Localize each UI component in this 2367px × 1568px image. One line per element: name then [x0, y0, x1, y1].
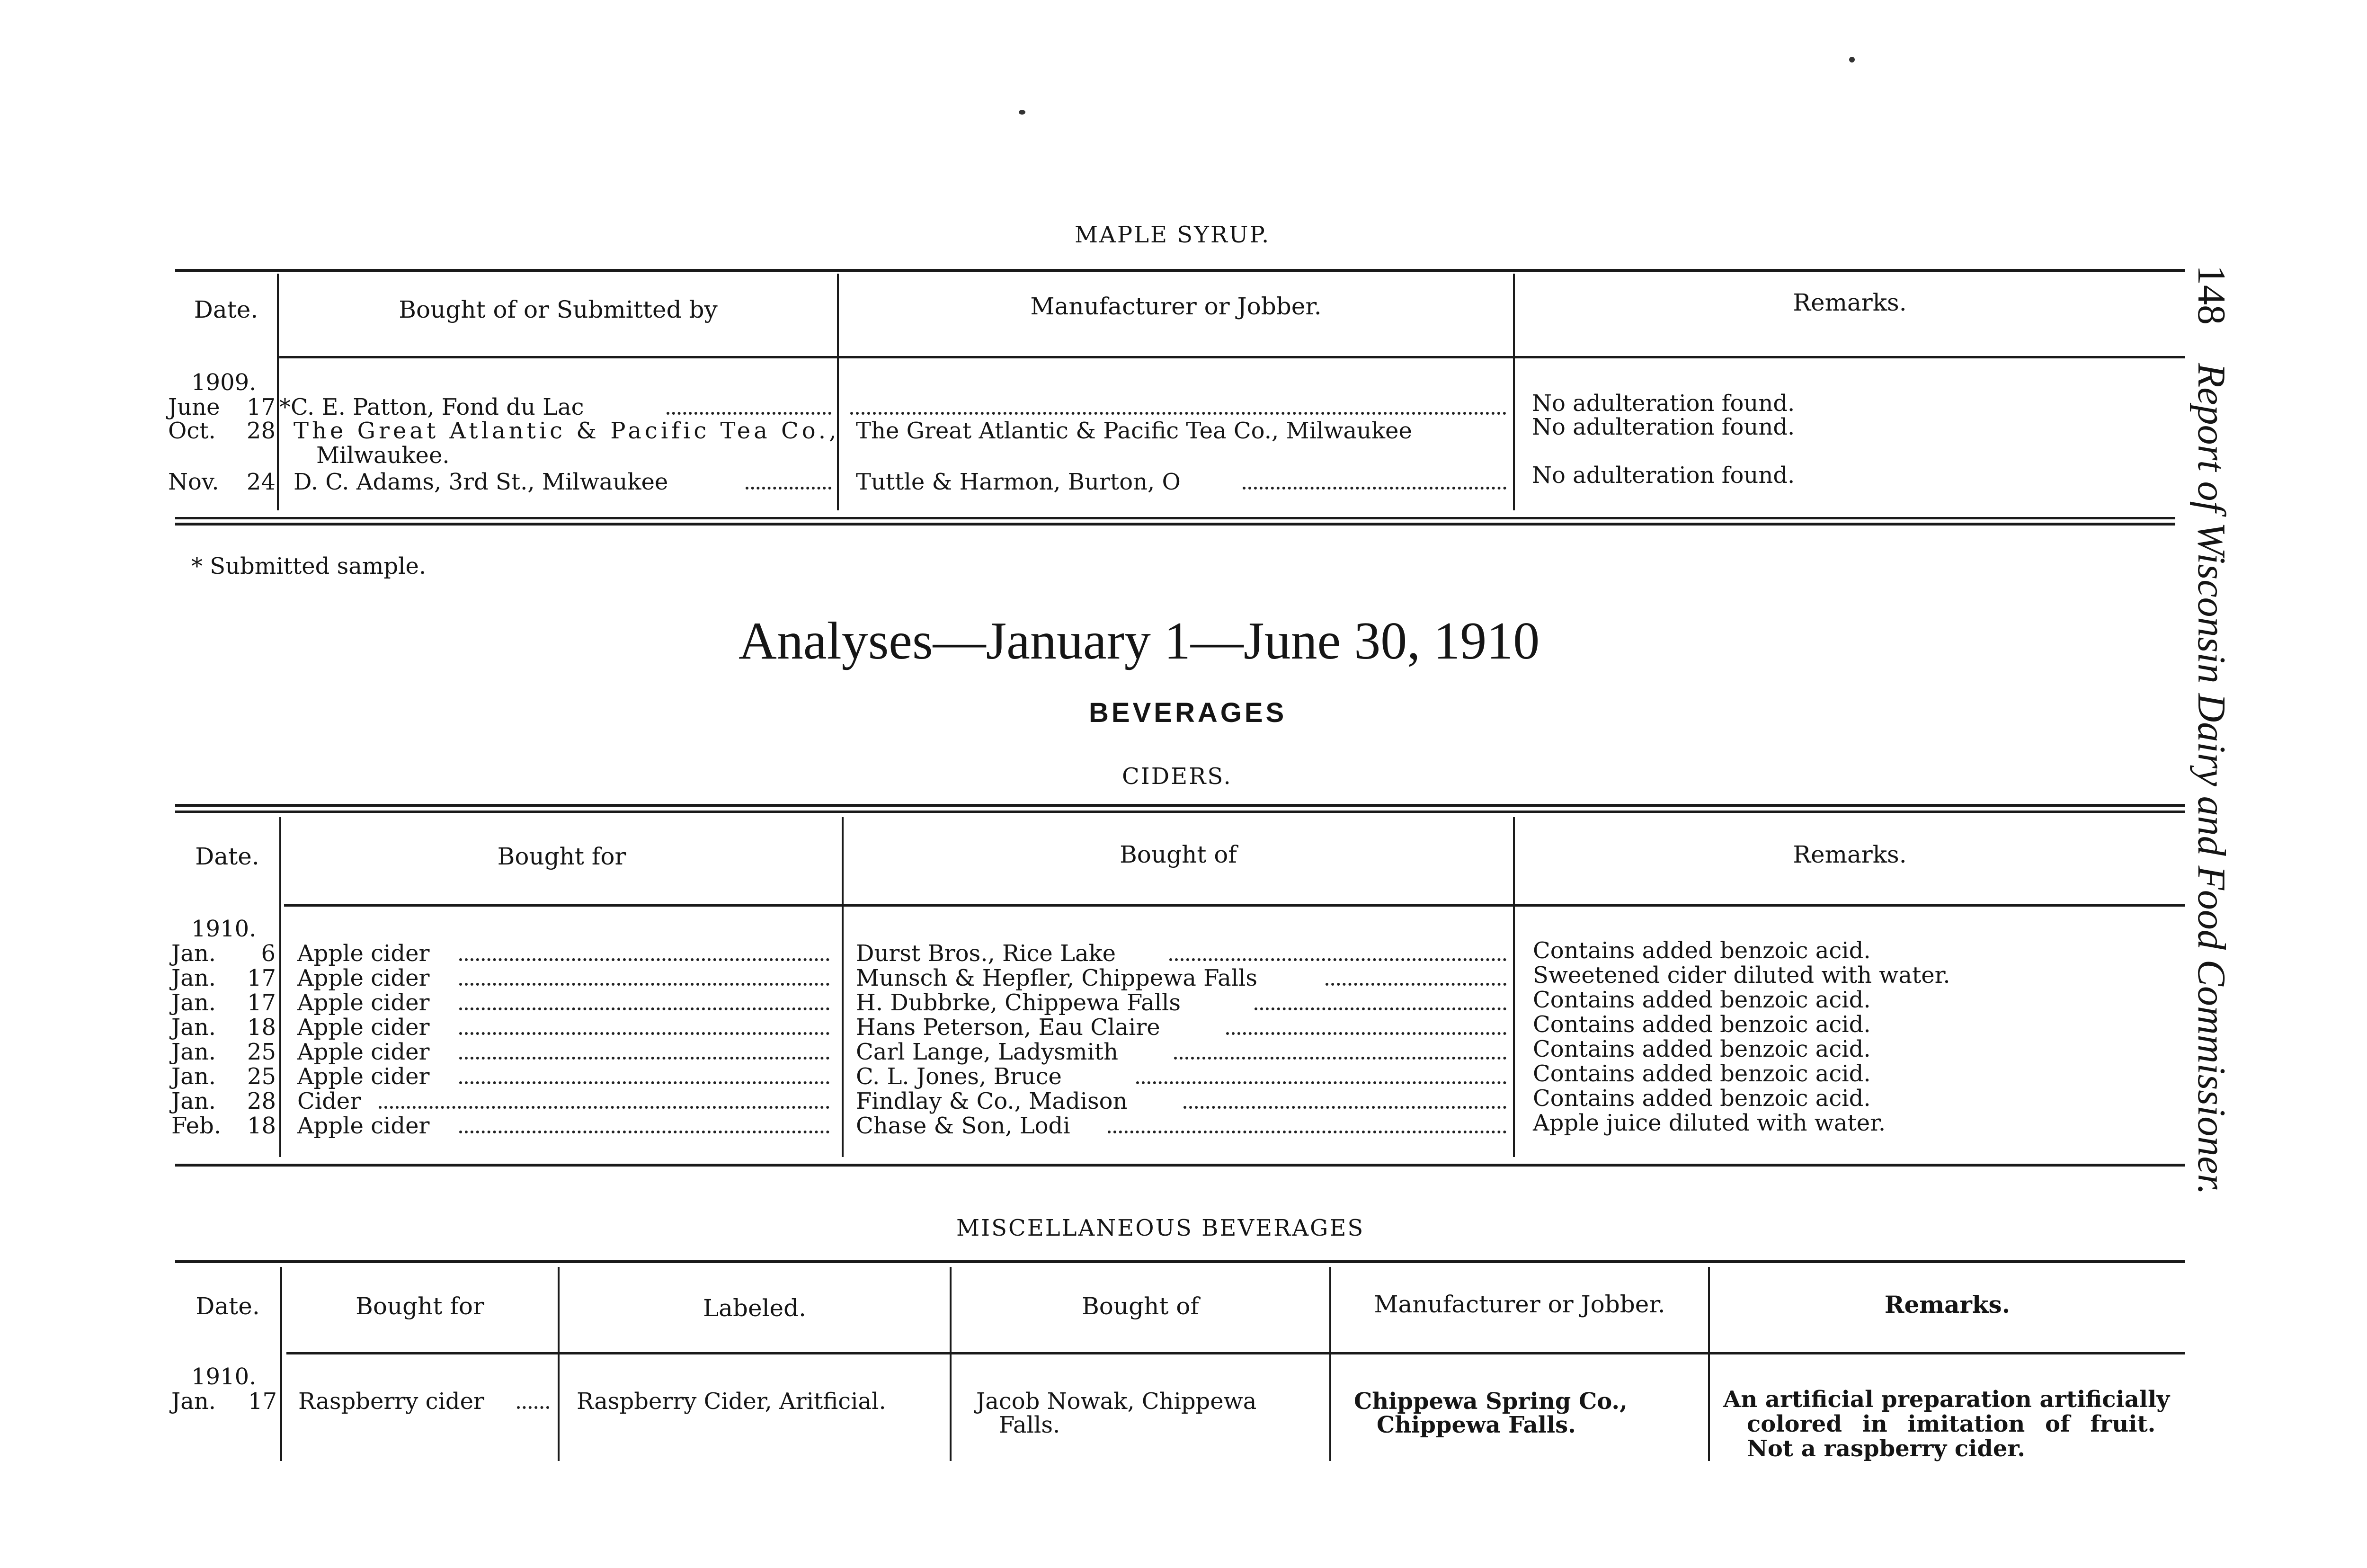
leader-dots: [850, 412, 1506, 415]
row-month: Feb.: [171, 1113, 222, 1139]
row-manufacturer: Tuttle & Harmon, Burton, O: [856, 469, 1181, 495]
top-rule-2: [175, 811, 2185, 813]
bottom-rule: [175, 1164, 2185, 1167]
row-bought-of: H. Dubbrke, Chippewa Falls: [856, 989, 1181, 1016]
row-remarks-continued: colored in imitation of fruit.: [1747, 1411, 2156, 1437]
footnote: * Submitted sample.: [191, 553, 427, 579]
top-rule: [175, 269, 2185, 272]
header-bought-for: Bought for: [356, 1292, 484, 1320]
table-row: [0, 1110, 2185, 1139]
year-label: 1909.: [191, 369, 257, 396]
row-month: Oct.: [168, 418, 216, 444]
bottom-rule: [175, 517, 2175, 519]
header-labeled: Labeled.: [703, 1294, 807, 1322]
row-labeled: Raspberry Cider, Aritficial.: [577, 1388, 886, 1415]
leader-dots: [746, 487, 831, 490]
row-remarks: Sweetened cider diluted with water.: [1533, 962, 1950, 989]
row-month: Jan.: [171, 1088, 216, 1114]
row-day: 17: [247, 989, 276, 1016]
section-heading: BEVERAGES: [1089, 697, 1287, 728]
leader-dots: [459, 958, 829, 961]
leader-dots: [1243, 487, 1506, 490]
top-rule: [175, 804, 2185, 807]
header-bought: Bought of or Submitted by: [399, 296, 718, 323]
header-bought-of: Bought of: [1120, 841, 1237, 868]
year-label: 1910.: [191, 1363, 257, 1390]
row-day: 6: [261, 940, 276, 967]
top-rule: [175, 1260, 2185, 1263]
row-bought: D. C. Adams, 3rd St., Milwaukee: [294, 469, 668, 495]
row-bought-for: Cider: [297, 1088, 361, 1114]
row-day: 28: [247, 1088, 276, 1114]
row-day: 17: [246, 394, 276, 420]
table-caption: MAPLE SYRUP.: [1075, 222, 1271, 248]
row-day: 17: [248, 1388, 277, 1415]
row-bought-of: Findlay & Co., Madison: [856, 1088, 1128, 1114]
row-remarks: No adulteration found.: [1532, 390, 1795, 417]
header-date: Date.: [194, 296, 258, 323]
row-day: 25: [247, 1039, 276, 1065]
header-remarks: Remarks.: [1793, 289, 1907, 316]
row-remarks: Contains added benzoic acid.: [1533, 1085, 1871, 1112]
leader-dots: [1174, 1057, 1506, 1060]
row-bought-of: Munsch & Hepfler, Chippewa Falls: [856, 965, 1258, 991]
row-day: 28: [246, 418, 276, 444]
row-month: Jan.: [171, 965, 216, 991]
leader-dots: [459, 1007, 829, 1010]
row-remarks: Apple juice diluted with water.: [1533, 1110, 1886, 1136]
row-month: Jan.: [171, 1014, 216, 1041]
header-rule: [286, 1352, 2185, 1354]
row-remarks: Contains added benzoic acid.: [1533, 1011, 1871, 1038]
leader-dots: [1184, 1106, 1506, 1109]
row-day: 25: [247, 1063, 276, 1090]
page-title: Analyses—January 1—June 30, 1910: [739, 612, 1540, 670]
row-remarks: No adulteration found.: [1532, 414, 1795, 440]
header-date: Date.: [195, 843, 259, 870]
table-caption: CIDERS.: [1122, 763, 1232, 790]
row-bought-of: Jacob Nowak, Chippewa: [976, 1388, 1257, 1415]
row-remarks: Contains added benzoic acid.: [1533, 987, 1871, 1013]
row-remarks: An artificial preparation artificially: [1723, 1386, 2170, 1413]
row-month: Nov.: [168, 469, 219, 495]
row-bought-for: Raspberry cider: [298, 1388, 484, 1415]
row-remarks: Contains added benzoic acid.: [1533, 1060, 1871, 1087]
row-bought-of: C. L. Jones, Bruce: [856, 1063, 1062, 1090]
table-caption: MISCELLANEOUS BEVERAGES: [956, 1215, 1365, 1241]
leader-dots: [459, 983, 829, 986]
leader-dots: [667, 412, 831, 415]
header-remarks: Remarks.: [1884, 1291, 2011, 1319]
leader-dots: [459, 1081, 829, 1084]
row-day: 24: [246, 469, 276, 495]
row-bought-for: Apple cider: [297, 965, 430, 991]
header-manufacturer: Manufacturer or Jobber.: [1030, 293, 1322, 320]
running-head: [2182, 265, 2234, 1401]
header-remarks: Remarks.: [1793, 841, 1907, 868]
leader-dots: [1226, 1032, 1506, 1035]
row-bought: The Great Atlantic & Pacific Tea Co.,: [294, 418, 840, 444]
leader-dots: [1255, 1007, 1506, 1010]
col-divider: [277, 274, 279, 510]
row-bought-of: Chase & Son, Lodi: [856, 1113, 1070, 1139]
leader-dots: [1108, 1131, 1506, 1133]
speck: [1019, 110, 1025, 115]
row-remarks: Contains added benzoic acid.: [1533, 1036, 1871, 1062]
header-rule: [279, 356, 2185, 358]
leader-dots: [1136, 1081, 1506, 1084]
row-manufacturer: Chippewa Spring Co.,: [1354, 1388, 1628, 1415]
row-month: Jan.: [171, 989, 216, 1016]
row-bought-for: Apple cider: [297, 989, 430, 1016]
row-remarks: Contains added benzoic acid.: [1533, 937, 1871, 964]
row-bought-for: Apple cider: [297, 1063, 430, 1090]
row-remarks-continued: Not a raspberry cider.: [1747, 1435, 2025, 1462]
row-bought-of: Hans Peterson, Eau Claire: [856, 1014, 1160, 1041]
row-bought-for: Apple cider: [297, 940, 430, 967]
row-bought: *C. E. Patton, Fond du Lac: [279, 394, 584, 420]
row-month: Jan.: [171, 1039, 216, 1065]
header-manufacturer: Manufacturer or Jobber.: [1374, 1291, 1665, 1318]
leader-dots: [379, 1106, 829, 1109]
leader-dots: [1326, 983, 1506, 986]
leader-dots: [517, 1406, 549, 1409]
row-bought-of: Carl Lange, Ladysmith: [856, 1039, 1118, 1065]
bottom-rule-2: [175, 523, 2175, 526]
year-label: 1910.: [191, 916, 257, 942]
page-number: 148: [2189, 265, 2234, 325]
row-bought-for: Apple cider: [297, 1014, 430, 1041]
running-title: Report of Wisconsin Dairy and Food Commissioner.: [2189, 363, 2234, 1195]
leader-dots: [459, 1057, 829, 1060]
row-day: 18: [247, 1014, 276, 1041]
table-row: [0, 1386, 2185, 1462]
row-month: June: [168, 394, 220, 420]
leader-dots: [1169, 958, 1506, 961]
speck: [1849, 57, 1855, 62]
row-month: Jan.: [171, 1063, 216, 1090]
header-bought-of: Bought of: [1082, 1292, 1199, 1320]
row-day: 17: [247, 965, 276, 991]
row-remarks: No adulteration found.: [1532, 462, 1795, 489]
row-bought-for: Apple cider: [297, 1039, 430, 1065]
row-manufacturer: The Great Atlantic & Pacific Tea Co., Milwaukee: [856, 418, 1412, 444]
row-bought-for: Apple cider: [297, 1113, 430, 1139]
header-bought-for: Bought for: [497, 843, 626, 870]
row-day: 18: [247, 1113, 276, 1139]
row-bought-of-continued: Falls.: [999, 1412, 1060, 1438]
row-month: Jan.: [171, 1388, 216, 1415]
row-month: Jan.: [171, 940, 216, 967]
leader-dots: [459, 1131, 829, 1133]
row-bought-of: Durst Bros., Rice Lake: [856, 940, 1116, 967]
row-bought-continued: Milwaukee.: [316, 442, 450, 469]
leader-dots: [459, 1032, 829, 1035]
header-rule: [284, 904, 2185, 907]
row-manufacturer-continued: Chippewa Falls.: [1377, 1412, 1576, 1438]
header-date: Date.: [196, 1292, 260, 1320]
